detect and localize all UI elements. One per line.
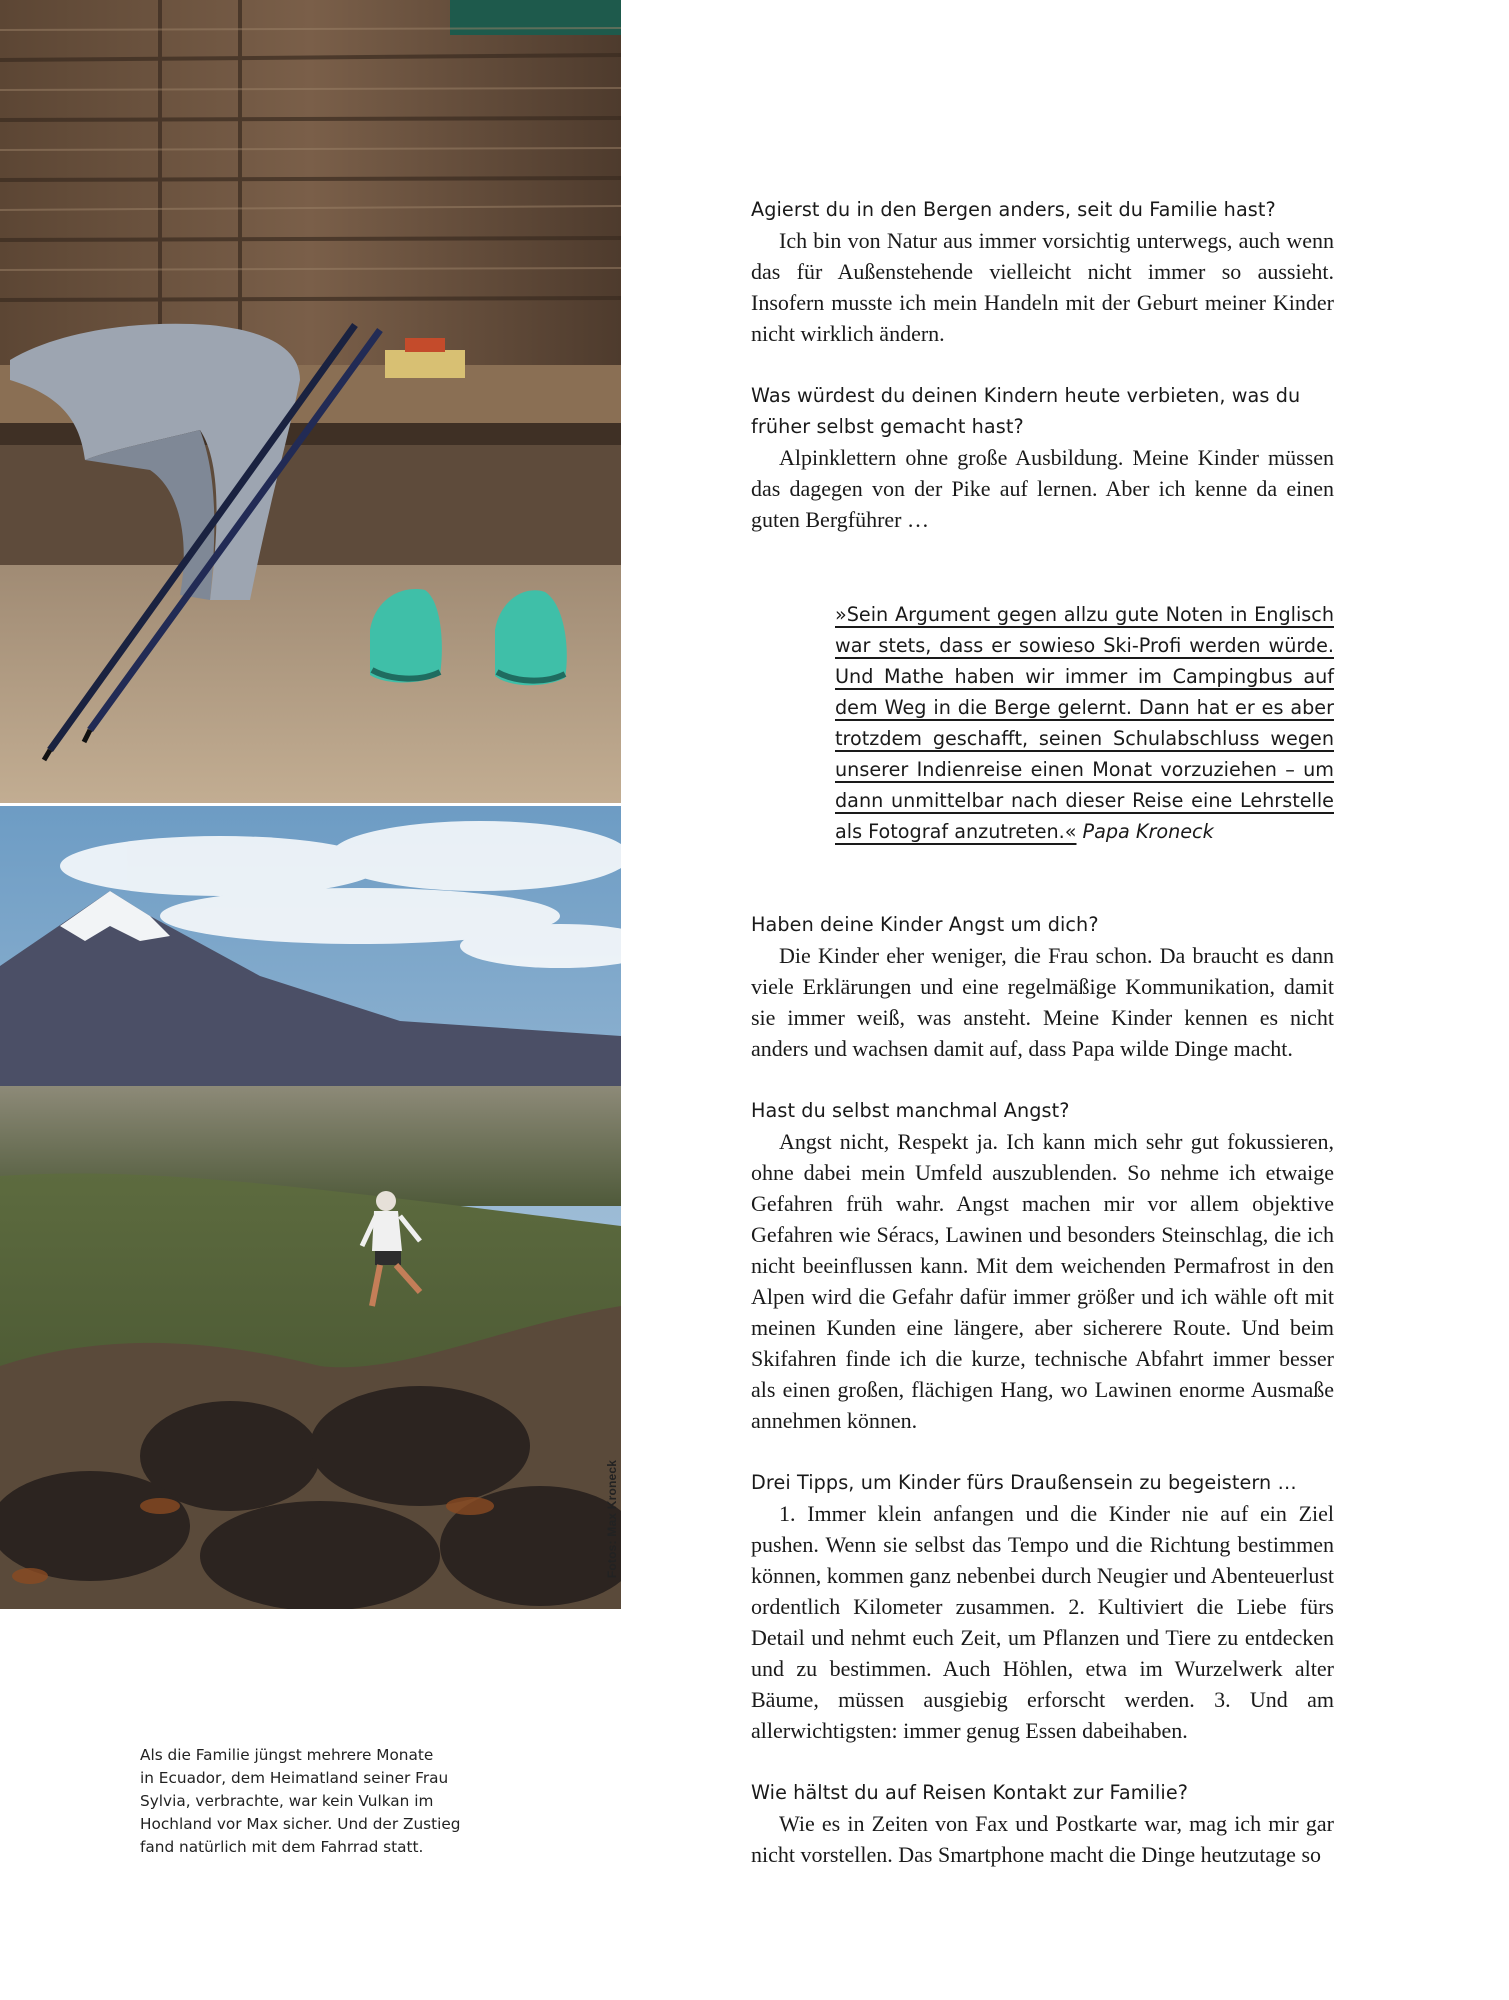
photo-volcano-runner-image xyxy=(0,806,621,1609)
caption-line: fand natürlich mit dem Fahrrad statt. xyxy=(140,1838,424,1856)
pull-quote xyxy=(835,599,1334,847)
interview-question: Drei Tipps, um Kinder fürs Draußensein zu begeistern … xyxy=(751,1471,1297,1494)
interview-answer: Alpinklettern ohne große Ausbildung. Meine Kinder müssen das dagegen von der Pike auf lernen. Aber ich kenne da einen guten Bergführer … xyxy=(751,445,1334,532)
interview-answer: 1. Immer klein anfangen und die Kinder nie auf ein Ziel pushen. Wenn sie selbst das Tempo und die Richtung bestimmen können, kommen ganz nebenbei durch Neugier und Abenteuerlust ordentlich Kilometer zusammen. 2. Kultiviert die Liebe fürs Detail und nehmt euch Zeit, um Pflanzen und Tiere zu entdecken und zu bestimmen. Auch Höhlen, etwa im Wurzelwerk alter Bäume, müssen ausgiebig erforscht werden. 3. Und am allerwichtigsten: immer genug Essen dabeihaben. xyxy=(751,1501,1334,1743)
interview-question: Was würdest du deinen Kindern heute verbieten, was du früher selbst gemacht hast? xyxy=(751,384,1301,438)
caption-line: Als die Familie jüngst mehrere Monate xyxy=(140,1746,434,1764)
caption-line: in Ecuador, dem Heimatland seiner Frau xyxy=(140,1769,449,1787)
interview-column xyxy=(751,194,1334,1870)
pull-quote-author: Papa Kroneck xyxy=(1082,820,1214,843)
interview-question: Wie hältst du auf Reisen Kontakt zur Familie? xyxy=(751,1781,1189,1804)
interview-answer: Die Kinder eher weniger, die Frau schon. Da braucht es dann viele Erklärungen und eine regelmäßige Kommunikation, damit sie immer weiß, was ansteht. Meine Kinder kennen es nicht anders und wachsen damit auf, dass Papa wilde Dinge macht. xyxy=(751,943,1334,1061)
interview-answer: Angst nicht, Respekt ja. Ich kann mich sehr gut fokussieren, ohne dabei mein Umfeld auszublenden. So nehme ich etwaige Gefahren früh wahr. Angst machen mir vor allem objektive Gefahren wie Séracs, Lawinen und besonders Steinschlag, die ich nicht beeinflussen kann. Mit dem weichenden Permafrost in den Alpen wird die Gefahr dafür immer größer und ich wähle oft mit meinen Kunden eine längere, aber sicherere Route. Und beim Skifahren finde ich die kurze, technische Abfahrt immer besser als einen großen, flächigen Hang, wo Lawinen enorme Ausmaße annehmen können. xyxy=(751,1129,1334,1433)
caption-line: Sylvia, verbrachte, war kein Vulkan im xyxy=(140,1792,434,1810)
interview-answer: Ich bin von Natur aus immer vorsichtig unterwegs, auch wenn das für Außenstehende vielleicht nicht immer so aussieht. Insofern musste ich mein Handeln mit der Geburt meiner Kinder nicht wirklich ändern. xyxy=(751,228,1334,346)
photo-credit: Fotos: Max Kroneck xyxy=(605,1459,619,1579)
photo-volcano-runner xyxy=(0,806,621,1609)
photo-caption xyxy=(140,1744,480,1859)
pull-quote-text: »Sein Argument gegen allzu gute Noten in Englisch war stets, dass er sowieso Ski-Profi werden würde. Und Mathe haben wir immer im Campingbus auf dem Weg in die Berge gelernt. Dann hat er es aber trotzdem geschafft, seinen Schulabschluss wegen unserer Indienreise einen Monat vorzuziehen – um dann unmittelbar nach dieser Reise eine Lehrstelle als Fotograf anzutreten.« xyxy=(835,603,1334,843)
interview-answer: Wie es in Zeiten von Fax und Postkarte war, mag ich mir gar nicht vorstellen. Das Smartphone macht die Dinge heutzutage so xyxy=(751,1811,1334,1867)
interview-question: Haben deine Kinder Angst um dich? xyxy=(751,913,1099,936)
caption-line: Hochland vor Max sicher. Und der Zustieg xyxy=(140,1815,461,1833)
interview-question: Agierst du in den Bergen anders, seit du Familie hast? xyxy=(751,198,1276,221)
photo-hut-gear-image xyxy=(0,0,621,803)
interview-question: Hast du selbst manchmal Angst? xyxy=(751,1099,1070,1122)
photo-hut-gear xyxy=(0,0,621,803)
